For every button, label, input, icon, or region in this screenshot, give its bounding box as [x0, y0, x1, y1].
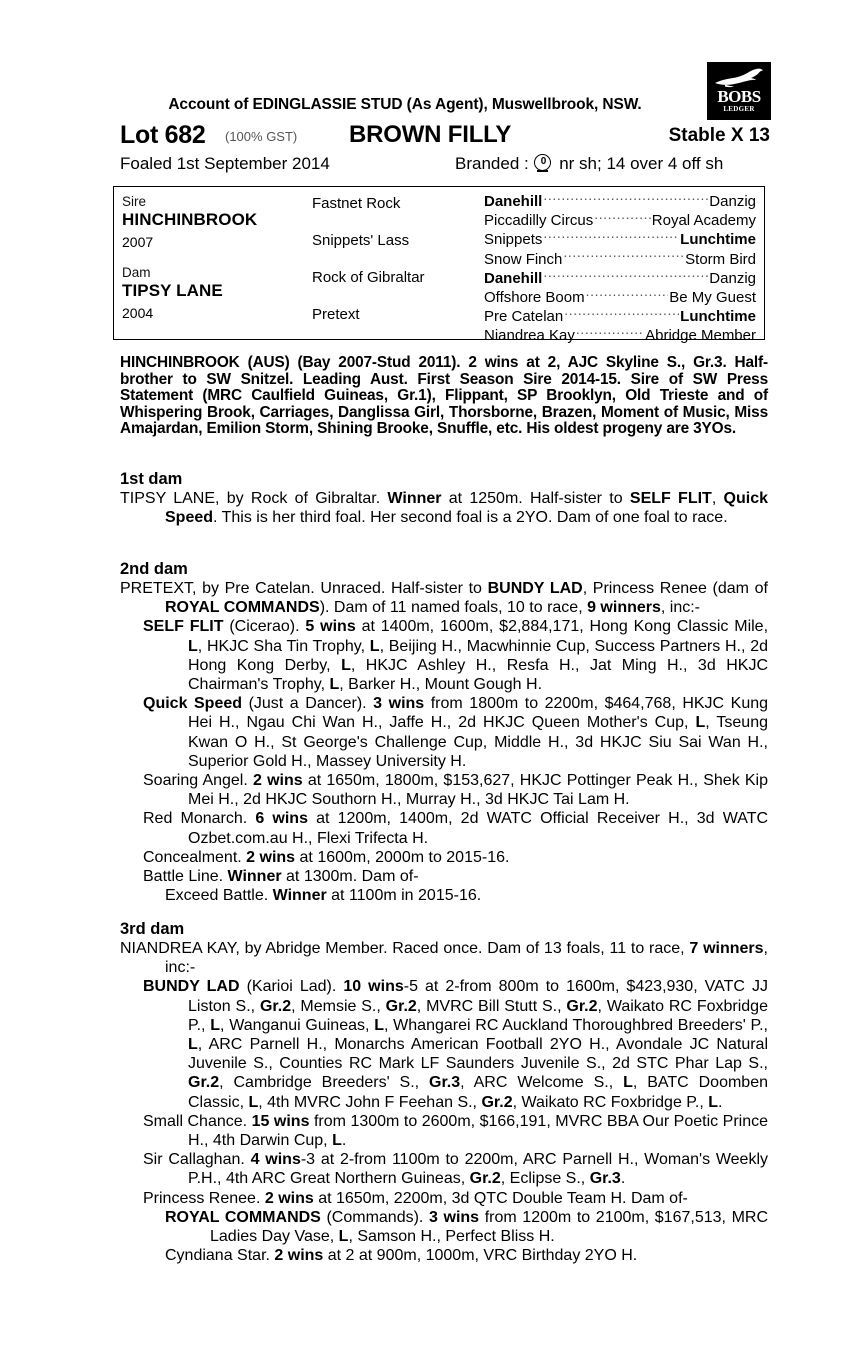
- entry-text: (Cicerao).: [223, 618, 306, 636]
- progeny-entry: [120, 809, 768, 847]
- great-grandparent-right: Storm Bird: [685, 250, 756, 268]
- emphasis-text: L: [210, 1016, 221, 1034]
- pedigree-column-great-grandparents: [484, 192, 756, 346]
- entry-text: , ARC Parnell H., Monarchs American Football 2YO H., Avondale JC Natural Juvenile S., Counties RC Mark LF Saunders Juvenile S., 2d STC Phar Lap S.,: [188, 1036, 768, 1073]
- dam-sire: Rock of Gibraltar: [312, 269, 425, 286]
- emphasis-text: Gr.3: [429, 1074, 461, 1092]
- entry-text: , inc:-: [165, 940, 768, 977]
- entry-text: PRETEXT, by Pre Catelan. Unraced. Half-sister to: [120, 580, 488, 597]
- dam-entries: [120, 939, 768, 1265]
- emphasis-text: L: [332, 1132, 342, 1150]
- entry-text: -3 at 2-from 1100m to 2200m, ARC Parnell H., Woman's Weekly P.H., 4th ARC Great Northern Guineas,: [188, 1151, 768, 1188]
- entry-text: Sir Callaghan.: [143, 1151, 251, 1169]
- entry-text: at 1300m. Dam of-: [281, 868, 419, 886]
- dam-heading: 2nd dam: [120, 560, 188, 578]
- dot-leader: [576, 326, 644, 340]
- dot-leader: [543, 269, 708, 283]
- colour-sex-title: BROWN FILLY: [349, 121, 512, 148]
- gst-note: (100% GST): [225, 129, 298, 144]
- entry-text: , Whangarei RC Auckland Thoroughbred Breeders' P.,: [383, 1016, 768, 1034]
- entry-text: , Eclipse S.,: [500, 1170, 590, 1188]
- entry-text: ,: [711, 490, 724, 507]
- entry-text: at 2 at 900m, 1000m, VRC Birthday 2YO H.: [323, 1247, 638, 1265]
- dam-heading: 1st dam: [120, 470, 183, 488]
- pedigree-leader-row: [484, 307, 756, 326]
- pedigree-leader-row: [484, 230, 756, 249]
- emphasis-text: Winner: [272, 887, 327, 905]
- pedigree-leader-row: [484, 250, 756, 269]
- progeny-entry: [120, 939, 768, 977]
- pedigree-leader-row: [484, 288, 756, 307]
- entry-text: .: [718, 1093, 723, 1111]
- entry-text: at 1250m. Half-sister to: [441, 490, 630, 507]
- great-grandparent-right: Abridge Member: [645, 327, 756, 345]
- emphasis-text: 10 wins: [343, 978, 404, 996]
- dam-role-label: Dam: [122, 265, 151, 280]
- progeny-entry: [120, 848, 768, 867]
- great-grandparent-left: Snippets: [484, 231, 543, 249]
- pedigree-column-parents: [122, 192, 302, 334]
- entry-text: Exceed Battle.: [165, 887, 273, 905]
- pedigree-leader-row: [484, 211, 756, 230]
- dam-name: TIPSY LANE: [122, 281, 223, 300]
- entry-text: , HKJC Sha Tin Trophy,: [197, 637, 370, 655]
- sire-name: HINCHINBROOK: [122, 210, 258, 229]
- entry-text: , Memsie S.,: [291, 997, 386, 1015]
- entry-text: at 1200m, 1400m, 2d WATC Official Receiver H., 3d WATC Ozbet.com.au H., Flexi Trifecta H.: [188, 810, 769, 847]
- entry-text: from 1800m to 2200m, $464,768, HKJC Kung Hei H., Ngau Chi Wan H., Jaffe H., 2d HKJC Queen Mother's Cup,: [188, 695, 769, 732]
- entry-text: , Tseung Kwan O H., St George's Challenge Cup, Middle H., 3d HKJC Siu Sai Wan H., Superior Gold H., Massey University H.: [188, 714, 768, 770]
- entry-text: , BATC Doomben Classic,: [188, 1074, 768, 1111]
- progeny-entry: [120, 977, 768, 1111]
- pedigree-table: [113, 186, 765, 345]
- dot-leader: [563, 250, 684, 264]
- dam-entries: [120, 579, 768, 905]
- emphasis-text: 5 wins: [305, 618, 356, 636]
- pedigree-leader-row: [484, 269, 756, 288]
- emphasis-text: L: [188, 1036, 198, 1054]
- entry-text: , Wanganui Guineas,: [220, 1016, 375, 1034]
- great-grandparent-left: Offshore Boom: [484, 289, 585, 307]
- entry-text: , MVRC Bill Stutt S.,: [416, 997, 567, 1015]
- entry-text: from 1300m to 2600m, $166,191, MVRC BBA Our Poetic Prince H., 4th Darwin Cup,: [188, 1112, 768, 1150]
- entry-text: -5 at 2-from 800m to 1600m, $423,930, VATC JJ Liston S.,: [188, 978, 769, 1015]
- sire-description: HINCHINBROOK (AUS) (Bay 2007-Stud 2011). 2 wins at 2, AJC Skyline S., Gr.3. Half-brother to SW Snitzel. Leading Aust. First Season Sire 2014-15. Sire of SW Press Statement (MRC Caulfield Guineas, Gr.1), Flippant, SP Brooklyn, Old Trieste and of Whispering Brook, Carriages, Danglissa Girl, Thorsborne, Brazen, Moment of Music, Miss Amajardan, Emilion Storm, Shining Brooke, Snuffle, etc. His oldest progeny are 3YOs.: [120, 354, 768, 438]
- pedigree-leader-row: [484, 192, 756, 211]
- progeny-entry: [120, 1208, 768, 1246]
- progeny-entry: [120, 579, 768, 617]
- entry-text: at 1650m, 2200m, 3d QTC Double Team H. Dam of-: [313, 1189, 688, 1207]
- great-grandparent-left: Piccadilly Circus: [484, 212, 594, 230]
- emphasis-text: 2 wins: [253, 772, 303, 790]
- emphasis-text: 2 wins: [264, 1189, 314, 1207]
- pedigree-column-grandparents: [312, 192, 472, 342]
- emphasis-text: L: [623, 1074, 633, 1092]
- entry-text: . This is her third foal. Her second foal is a 2YO. Dam of one foal to race.: [213, 509, 728, 527]
- dam-entries: [120, 489, 768, 527]
- entry-text: at 1600m, 2000m to 2015-16.: [295, 848, 510, 866]
- entry-text: Battle Line.: [143, 868, 228, 886]
- entry-text: .: [620, 1170, 626, 1188]
- emphasis-text: L: [369, 637, 380, 655]
- emphasis-text: 3 wins: [373, 695, 425, 713]
- emphasis-text: L: [708, 1093, 719, 1111]
- emphasis-text: Quick Speed: [143, 695, 243, 713]
- entry-text: , Princess Renee (dam of: [582, 580, 768, 597]
- emphasis-text: L: [329, 676, 340, 694]
- entry-text: , ARC Welcome S.,: [460, 1074, 624, 1092]
- emphasis-text: 2 wins: [274, 1247, 324, 1265]
- lot-number: Lot 682: [120, 121, 206, 149]
- foaled-date: Foaled 1st September 2014: [120, 154, 330, 173]
- sire-role-label: Sire: [122, 194, 147, 209]
- emphasis-text: Gr.2: [385, 997, 417, 1015]
- entry-text: Red Monarch.: [143, 810, 256, 828]
- account-line: Account of EDINGLASSIE STUD (As Agent), Muswellbrook, NSW.: [168, 96, 642, 113]
- emphasis-text: 2 wins: [246, 848, 296, 866]
- bobs-logo: [707, 62, 771, 120]
- bobs-wordmark: BOBS: [717, 87, 761, 106]
- progeny-entry: [120, 867, 768, 886]
- dot-leader: [543, 192, 708, 206]
- emphasis-text: 6 wins: [255, 810, 308, 828]
- progeny-entry: [120, 1246, 768, 1265]
- emphasis-text: Gr.2: [481, 1093, 513, 1111]
- emphasis-text: Gr.3: [589, 1170, 621, 1188]
- branded-info: [455, 154, 723, 174]
- progeny-entry: [120, 1189, 768, 1208]
- great-grandparent-left: Pre Catelan: [484, 308, 564, 326]
- progeny-entry: [120, 771, 768, 809]
- entry-text: , inc:-: [660, 599, 701, 617]
- entry-text: TIPSY LANE, by Rock of Gibraltar.: [120, 490, 388, 507]
- emphasis-text: ROYAL COMMANDS: [165, 1208, 321, 1226]
- entry-text: at 1650m, 1800m, $153,627, HKJC Pottinger Peak H., Shek Kip Mei H., 2d HKJC Southorn H., Murray H., 3d HKJC Tai Lam H.: [188, 772, 768, 809]
- entry-text: NIANDREA KAY, by Abridge Member. Raced once. Dam of 13 foals, 11 to race,: [120, 940, 690, 957]
- emphasis-text: Gr.2: [188, 1074, 220, 1092]
- entry-text: (Commands).: [320, 1208, 429, 1226]
- sire-dam: Snippets' Lass: [312, 232, 410, 249]
- sire-year: 2007: [122, 234, 154, 250]
- entry-text: , Waikato RC Foxbridge P.,: [512, 1093, 709, 1111]
- dot-leader: [586, 288, 669, 302]
- brand-glyph: 0: [540, 156, 547, 167]
- emphasis-text: Gr.2: [469, 1170, 501, 1188]
- emphasis-text: L: [341, 656, 351, 674]
- entry-text: , Cambridge Breeders' S.,: [219, 1074, 430, 1092]
- branded-label: Branded :: [455, 154, 529, 173]
- emphasis-text: Quick Speed: [165, 490, 769, 527]
- progeny-entry: [120, 694, 768, 771]
- dam-heading: 3rd dam: [120, 920, 185, 938]
- bobs-subtitle: LEDGER: [723, 105, 755, 113]
- entry-text: from 1200m to 2100m, $167,513, MRC Ladies Day Vase,: [210, 1208, 769, 1246]
- branded-suffix: nr sh; 14 over 4 off sh: [559, 154, 724, 173]
- emphasis-text: L: [188, 637, 198, 655]
- emphasis-text: L: [338, 1228, 349, 1246]
- great-grandparent-right: Be My Guest: [669, 289, 756, 307]
- stable-number: Stable X 13: [668, 125, 770, 146]
- entry-text: at 1400m, 1600m, $2,884,171, Hong Kong Classic Mile,: [355, 618, 769, 636]
- entry-text: , Beijing H., Macwhinnie Cup, Success Partners H., 2d Hong Kong Derby,: [188, 637, 768, 674]
- entry-text: ). Dam of 11 named foals, 10 to race,: [319, 599, 588, 617]
- progeny-entry: [120, 489, 768, 527]
- progeny-entry: [120, 617, 768, 694]
- dot-leader: [543, 230, 679, 244]
- dot-leader: [564, 307, 679, 321]
- sire-sire: Fastnet Rock: [312, 195, 401, 212]
- entry-text: Cyndiana Star.: [165, 1247, 275, 1265]
- great-grandparent-left: Niandrea Kay: [484, 327, 575, 345]
- emphasis-text: L: [695, 714, 706, 732]
- great-grandparent-right: Royal Academy: [651, 212, 756, 230]
- progeny-entry: [120, 1112, 768, 1150]
- emphasis-text: 9 winners: [587, 599, 661, 617]
- horse-icon: [713, 67, 765, 89]
- dam-dam: Pretext: [312, 306, 360, 323]
- emphasis-text: SELF FLIT: [143, 618, 224, 636]
- great-grandparent-left: Snow Finch: [484, 250, 563, 268]
- great-grandparent-right: Danzig: [709, 193, 756, 210]
- emphasis-text: Gr.2: [259, 997, 292, 1015]
- great-grandparent-right: Lunchtime: [680, 231, 756, 249]
- entry-text: (Just a Dancer).: [242, 695, 374, 713]
- progeny-entry: [120, 1150, 768, 1188]
- great-grandparent-right: Lunchtime: [680, 308, 756, 326]
- lot-row: [120, 121, 770, 151]
- entry-text: .: [341, 1132, 347, 1150]
- great-grandparent-left: Danehill: [484, 193, 543, 210]
- entry-text: , HKJC Ashley H., Resfa H., Jat Ming H., 3d HKJC Chairman's Trophy,: [188, 656, 769, 694]
- entry-text: Soaring Angel.: [143, 772, 253, 790]
- pedigree-sire-block: [122, 192, 302, 263]
- emphasis-text: 7 winners: [689, 940, 764, 957]
- entry-text: , Samson H., Perfect Bliss H.: [348, 1228, 555, 1246]
- great-grandparent-left: Danehill: [484, 269, 543, 287]
- brand-symbol-icon: [534, 154, 553, 173]
- entry-text: , 4th MVRC John F Feehan S.,: [258, 1093, 482, 1111]
- emphasis-text: Winner: [387, 490, 442, 507]
- entry-text: (Karioi Lad).: [239, 978, 344, 996]
- progeny-entry: [120, 886, 768, 905]
- entry-text: Princess Renee.: [143, 1189, 265, 1207]
- entry-text: Small Chance.: [143, 1112, 252, 1130]
- entry-text: , Barker H., Mount Gough H.: [339, 676, 543, 694]
- great-grandparent-right: Danzig: [709, 269, 756, 287]
- dot-leader: [594, 211, 651, 225]
- emphasis-text: 3 wins: [429, 1208, 480, 1226]
- emphasis-text: BUNDY LAD: [487, 580, 583, 597]
- entry-text: Concealment.: [143, 848, 247, 866]
- pedigree-dam-block: [122, 263, 302, 334]
- emphasis-text: Gr.2: [566, 997, 598, 1015]
- emphasis-text: Winner: [227, 868, 282, 886]
- pedigree-leader-row: [484, 326, 756, 345]
- entry-text: at 1100m in 2015-16.: [326, 887, 482, 905]
- emphasis-text: BUNDY LAD: [143, 978, 240, 996]
- dam-year: 2004: [122, 305, 154, 321]
- emphasis-text: ROYAL COMMANDS: [165, 599, 320, 617]
- emphasis-text: L: [248, 1093, 259, 1111]
- emphasis-text: SELF FLIT: [629, 490, 712, 507]
- emphasis-text: L: [374, 1016, 384, 1034]
- entry-text: , Waikato RC Foxbridge P.,: [188, 997, 768, 1034]
- emphasis-text: 4 wins: [250, 1151, 301, 1169]
- emphasis-text: 15 wins: [251, 1112, 310, 1130]
